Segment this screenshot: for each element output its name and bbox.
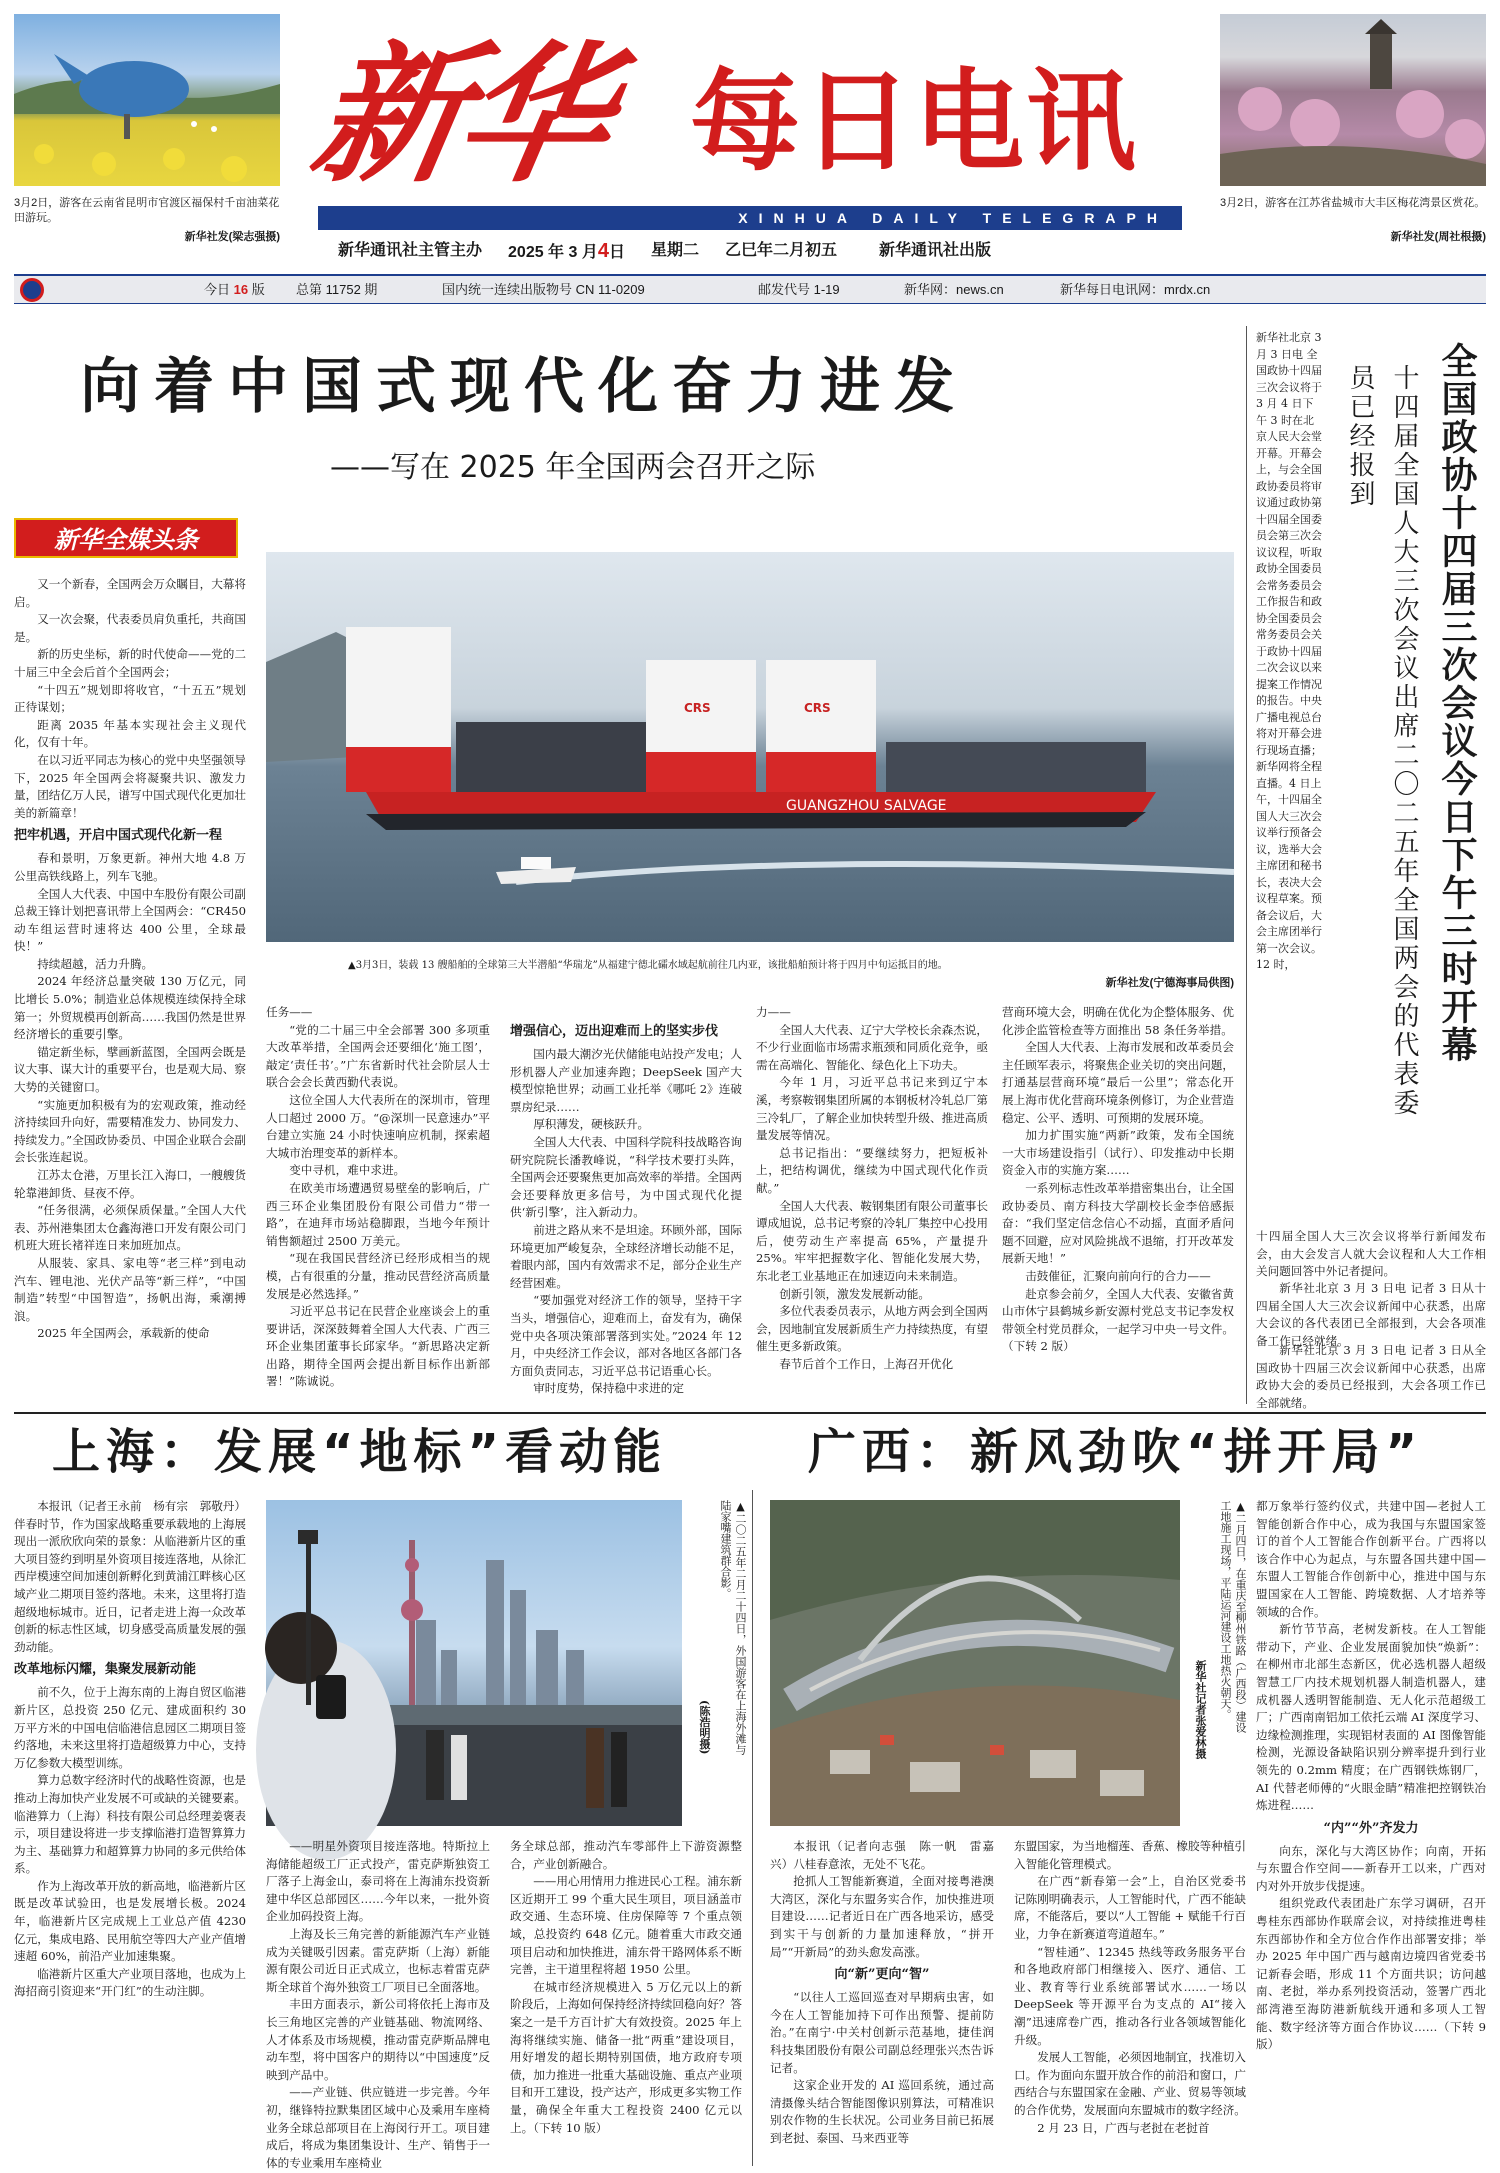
lead-subheading-2: 增强信心，迈出迎难而上的坚实步伐 xyxy=(510,1024,719,1039)
divider-lead-side xyxy=(1246,326,1247,1404)
shanghai-col1: 本报讯（记者王永前 杨有宗 郭敬丹）伴春时节，作为国家战略重要承载地的上海展现出一派欣欣向荣的景象：从临港新片区的重大项目签约到明星外资项目接连落地，从徐汇西岸模速空间加速创新孵化到黄浦江畔核心区域产业二期项目签约落地。未来，这里将打造超级地标城市。近日，记者走进上海一众改革创新的标志性区域，切身感受高质量发展的强劲动能。 改革地标闪耀，集聚发展新动能 前不久，位于上海东南的上海自贸区临港新片区，总投资 250 亿元、建成面积约 30 万平方米的中国电信临港信息园区二期项目签约落地，未来这里将打造超级算力中心，支持万亿参数大模型训练。 算力总数字经济时代的战略性资源，也是推动上海加快产业发展不可或缺的关键要素。临港算力（上海）科技有限公司总经理姜褒表示，项目建设将进一步支撑临港打造智算算力为主、基础算力和超算算力协同的多元供给体系。 作为上海改革开放的新高地，临港新片区既是改革试验田，也是发展增长极。2024 年，临港新片区完成规上工业总产值 4230 亿元，集成电路、民用航空等四大产业产值增速超 60%，前沿产业加速集聚。 临港新片区重大产业项目落地，也成为上海招商引资迎来“开门红”的生动注脚。 xyxy=(14,1499,246,1999)
lead-col2: 任务—— “党的二十届三中全会部署 300 多项重大改革举措，全国两会还要细化‘施工图’，敲定‘责任书’。”广东省新时代社会阶层人士联合会会长黄西勤代表说。 这位全国人大代表所在的深圳市，管理人口超过 2000 万。“@深圳一民意速办”平台建立实施 24 小时快速响应机制，探索超大城市治理变革的新样本。 变中寻机，难中求进。 在欧美市场遭遇贸易壁垒的影响后，广西三环企业集团股份有限公司借力“带一路”，在迪拜市场站稳脚跟，当地今年预计销售额超过 2500 万美元。 “现在我国民营经济已经形成相当的规模，占有很重的分量，推动民营经济高质量发展是必然选择。” 习近平总书记在民营企业座谈会上的重要讲话，深深鼓舞着全国人大代表、广西三环企业集团董事长邱家华。“新思路决定新出路，期待全国两会提出新目标作出新部署！”陈诚说。 xyxy=(266,1005,490,1389)
shanghai-photo-caption: ▲二〇二五年二月二十四日，外国游客在上海外滩与陆家嘴建筑群合影。 xyxy=(719,1500,747,1755)
lead-headline: 向着中国式现代化奋力进发 xyxy=(80,352,968,422)
xinhua-emblem-icon xyxy=(20,278,44,302)
masthead-right-photo xyxy=(1220,14,1486,186)
xinhua-logo: 新华 xyxy=(300,27,620,203)
lead-col3: 增强信心，迈出迎难而上的坚实步伐 国内最大潮汐光伏储能电站投产发电；人形机器人产业加速奔跑；DeepSeek 国产大模型惊艳世界；动画工业托举《哪吒 2》连破票房纪录…… 厚积薄发，硬核跃升。 全国人大代表、中国科学院科技战略咨询研究院院长潘教峰说，“科学技术要打头阵，全国两会还要聚焦更加高效率的举措。全国两会还要释放更多信号，为中国式现代化提供‘新引擎’，注入新动力。 前进之路从来不是坦途。环顾外部，国际环境更加严峻复杂，全球经济增长动能不足，着眼内部，国内有效需求不足，部分企业生产经营困难。 “要加强党对经济工作的领导，坚持干字当头，增强信心，迎难而上，奋发有为，确保党中央各项决策部署落到实处。”2024 年 12 月，中央经济工作会议，部对各地区各部门各方面负责同志，习近平总书记语重心长。 审时度势，保持稳中求进的定 xyxy=(510,1024,742,1396)
guangxi-photo xyxy=(770,1500,1180,1826)
crs-logo-2: CRS xyxy=(804,701,831,715)
publisher: 新华通讯社出版 xyxy=(879,242,992,259)
shanghai-col2: ——明星外资项目接连落地。特斯拉上海储能超级工厂正式投产，雷克萨斯独资工厂落子上海金山，泰司将在上海浦东投资新建中华区总部园区……今年以来，一批外资企业加码投资上海。 上海及长三角完善的新能源汽车产业链成为关键吸引因素。雷克萨斯（上海）新能源有限公司近日正式成立，也标志着雷克萨斯全球首个海外独资工厂项目已全面落地。 丰田方面表示，新公司将依托上海市及长三角地区完善的产业链基础、物流网络、人才体系及市场规模，推动雷克萨斯品牌电动车型，将中国客户的期待以“中国速度”反映到产品中。 ——产业链、供应链进一步完善。今年初，继锋特拉默集团区域中心及乘用车座椅业务全球总部项目在上海闵行开工。项目建成后，将成为集团集设计、生产、销售于一体的专业乘用车座椅业 xyxy=(266,1839,490,2170)
side-npc-report: 新华社北京 3 月 3 日电 记者 3 日从十四届全国人大三次会议新闻中心获悉，出席大会议的各代表团已全部报到，大会各项准备工作已经就绪。 xyxy=(1256,1281,1486,1348)
shanghai-headline: 上海：发展“地标”看动能 xyxy=(52,1424,668,1480)
guangxi-headline: 广西：新风劲吹“拼开局” xyxy=(808,1424,1424,1480)
shanghai-photo-credit: (陈浩明摄) xyxy=(698,1700,711,1755)
ship-hull-text: GUANGZHOU SALVAGE xyxy=(786,798,947,814)
website-mrdx: 新华每日电讯网：mrdx.cn xyxy=(1060,282,1211,297)
postal-code: 邮发代号 1-19 xyxy=(758,282,840,297)
lead-subhead: ——写在 2025 年全国两会召开之际 xyxy=(330,450,816,485)
lead-col1: 又一个新春，全国两会万众瞩目，大幕将启。 又一次会聚，代表委员肩负重托，共商国是。 新的历史坐标，新的时代使命——党的二十届三中全会后首个全国两会； “十四五”规划即将收官，“十五五”规划正待谋划； 距离 2035 年基本实现社会主义现代化，仅有十年。 在以习近平同志为核心的党中央坚强领导下，2025 年全国两会将凝聚共识、激发力量，团结亿万人民，谱写中国式现代化更加壮美的新篇章！ 把牢机遇，开启中国式现代化新一程 春和景明，万象更新。神州大地 4.8 万公里高铁线路上，列车飞驰。 全国人大代表、中国中车股份有限公司副总裁王锋计划把喜讯带上全国两会：“CR450 动车组运营时速将达 400 公里，全球最快！” 持续超越，活力升腾。 2024 年经济总量突破 130 万亿元，同比增长 5.0%；制造业总体规模连续保持全球第一；外贸规模再创新高……我国仍然是世界经济增长的重要引擎。 锚定新坐标，擘画新蓝图，全国两会既是议大事、谋大计的重要平台，也是观大局、察大势的关键窗口。 “实施更加积极有为的宏观政策，推动经济持续回升向好，需要精准发力、协同发力、持续发力。”全国政协委员、中国企业联合会副会长张连起说。 江苏太仓港，万里长江入海口，一艘艘货轮靠港卸货、昼夜不停。 “任务很满，必须保质保量。”全国人大代表、苏州港集团太仓鑫海港口开发有限公司门机班大班长褚祥连日来加班加点。 从服装、家具、家电等“老三样”到电动汽车、锂电池、光伏产品等“新三样”，“中国制造”转型“中国智造”，扬帆出海，乘潮搏浪。 2025 年全国两会，承载新的使命 xyxy=(14,577,247,1341)
info-bar xyxy=(14,274,1486,304)
guangxi-col3: 都万象举行签约仪式，共建中国—老挝人工智能创新合作中心，成为我国与东盟国家签订的首个人工智能合作创新平台。广西将以该合作中心为起点，与东盟各国共建中国—东盟人工智能合作创新中心，推进中国与东盟国家在人工智能、跨境数据、人才培养等领域的合作。 新竹节节高，老树发新枝。在人工智能带动下，产业、企业发展面貌加快“焕新”：在柳州市北部生态新区，优必选机器人超级智慧工厂内技术规划机器人制造机器人，建成机器人透明智能制造、无人化示范超级工厂；广西南南铝加工依托云端 AI 深度学习、边缘检测推理，实现铝材表面的 AI 图像智能检测，光源设备缺陷识别分辨率提升到行业领先的 0.2mm 精度；在广西钢铁炼钢厂，AI 代替老师傅的“火眼金睛”精准把控钢铁冶炼进程…… “内”“外”齐发力 向东，深化与大湾区协作；向南，开拓与东盟合作空间——新春开工以来，广西对内对外开放步伐提速。 组织党政代表团赴广东学习调研，召开粤桂东西部协作联席会议，对持续推进粤桂东西部协作和全方位合作作出部署安排；举办 2025 年中国广西与越南边境四省党委书记新春会晤，形成 11 个方面共识；访问越南、老挝，举办系列投资活动，签署广西北部湾港至海防港新航线开通和多项人工智能、数字经济等方面合作协议……（下转 9 版） xyxy=(1256,1499,1486,2052)
side-subhead: 十四届全国人大三次会议出席二〇二五年全国两会的代表委员已经报到 xyxy=(1345,364,1419,1118)
masthead-left-caption: 3月2日，游客在云南省昆明市官渡区福保村千亩油菜花田游玩。 xyxy=(14,197,280,224)
lead-col4: 力—— 全国人大代表、辽宁大学校长余森杰说，不少行业面临市场需求瓶颈和同质化竞争，亟需在高端化、智能化、绿色化上下功夫。 今年 1 月，习近平总书记来到辽宁本溪，考察鞍钢集团所属的本钢板材冷轧总厂第三冷轧厂，了解企业加快转型升级、推进高质量发展等情况。 总书记指出：“要继续努力，把短板补上，把结构调优，继续为中国式现代化作贡献。” 全国人大代表、鞍钢集团有限公司董事长谭成旭说，总书记考察的冷轧厂集控中心投用后，使劳动生产率提高 65%，产量提升 25%。牢牢把握数字化、智能化发展大势，东北老工业基地正在加速迈向未来制造。 创新引领，激发发展新动能。 多位代表委员表示，从地方两会到全国两会，因地制宜发展新质生产力持续热度，有望催生更多新政策。 春节后首个工作日，上海召开优化 xyxy=(756,1005,988,1371)
lead-subheading-1: 把牢机遇，开启中国式现代化新一程 xyxy=(14,828,223,844)
dateline xyxy=(338,238,1178,264)
guangxi-photo-credit: 新华社记者张爱林摄 xyxy=(1194,1660,1207,1759)
guangxi-col1: 本报讯（记者向志强 陈一帆 雷嘉兴）八桂春意浓，无处不飞花。 抢抓人工智能新赛道，全面对接粤港澳大湾区，深化与东盟务实合作，加快推进项目建设……记者近日在广西各地采访，感受到实干与创新的力量加速释放，“拼开局”“开新局”的劲头愈发高涨。 向“新”更向“智” “以往人工巡回巡查对早期病虫害，如今在人工智能加持下可作出预警、提前防治。”在南宁·中关村创新示范基地，捷佳润科技集团股份有限公司副总经理张兴杰告诉记者。 这家企业开发的 AI 巡回系统，通过高清摄像头结合智能图像识别算法，可精准识别农作物的生长状况。公司业务目前已拓展到老挝、泰国、马来西亚等 xyxy=(770,1839,994,2145)
masthead xyxy=(0,0,1500,272)
guangxi-photo-caption: ▲二月四日，在重庆至柳州铁路（广西段）建设工地施工现场，平陆运河建设工地热火朝天。 xyxy=(1219,1500,1247,1733)
guangxi-col2: 东盟国家，为当地榴莲、香蕉、橡胶等种植引入智能化管理模式。 在广西“新春第一会”上，自治区党委书记陈刚明确表示，人工智能时代，广西不能缺席，不能落后，要以“人工智能 + 赋能千行百业，力争在新赛道弯道超车。” “智桂通”、12345 热线等政务服务平台和各地政府部门相继接入、医疗、通信、工业、教育等行业系统部署试水……一场以 DeepSeek 等开源平台为支点的 AI“接入潮”迅速席卷广西，推动各行业各领域智能化升级。 发展人工智能，必须因地制宜，找准切入口。作为面向东盟开放合作的前沿和窗口，广西结合与东盟国家在金融、产业、贸易等领域的合作优势，发展面向东盟城市的数字经济。 2 月 23 日，广西与老挝在老挝首 xyxy=(1014,1839,1246,2135)
guangxi-subheading-2: “内”“外”齐发力 xyxy=(1323,1820,1419,1836)
cn-number: 国内统一连续出版物号 CN 11-0209 xyxy=(442,282,645,297)
masthead-right-credit: 新华社发(周社根摄) xyxy=(1390,231,1486,243)
masthead-left-photo xyxy=(14,14,280,186)
lead-badge: 新华全媒头条 xyxy=(14,518,238,558)
crs-logo-1: CRS xyxy=(684,701,711,715)
lead-photo-ship xyxy=(266,552,1234,942)
side-headline: 全国政协十四届三次会议今日下午三时开幕 xyxy=(1436,342,1477,1064)
side-dispatch-cont: 十四届全国人大三次会议将举行新闻发布会，由大会发言人就大会议程和人大工作相关问题回答中外记者提问。 xyxy=(1256,1229,1486,1279)
sponsor: 新华通讯社主管主办 xyxy=(338,242,483,259)
side-dispatch: 新华社北京 3 月 3 日电 全国政协十四届三次会议将于 3 月 4 日下午 3 时在北京人民大会堂开幕。开幕会上，与会全国政协委员将审议通过政协第十四届全国委员会第三次会议议程，听取政协全国委员会常务委员会工作报告和政协全国委员会常务委员会关于政协十四届二次会议以来提案工作情况的报告。中央广播电视总台将对开幕会进行现场直播；新华网将全程直播。4 日上午，十四届全国人大三次会议举行预备会议，选举大会主席团和秘书长，表决大会议程草案。预备会议后，大会主席团举行第一次会议。12 时， xyxy=(1256,331,1322,971)
lunar-date: 乙巳年二月初五 xyxy=(725,242,838,259)
lead-photo-caption: ▲3月3日，装载 13 艘船舶的全球第三大半潜船“华瑞龙”从福建宁德北礵水域起航前往几内亚，该批船舶预计将于四月中旬运抵目的地。 xyxy=(348,960,948,971)
today-pages: 今日 16 版 xyxy=(204,282,265,297)
masthead-en-title: XINHUA DAILY TELEGRAPH xyxy=(738,210,1168,226)
weekday: 星期二 xyxy=(651,242,700,259)
lead-photo-credit: 新华社发(宁德海事局供图) xyxy=(1105,977,1234,989)
masthead-right-caption: 3月2日，游客在江苏省盐城市大丰区梅花湾景区赏花。 xyxy=(1220,197,1486,209)
shanghai-subheading: 改革地标闪耀，集聚发展新动能 xyxy=(14,1662,197,1678)
shanghai-photo xyxy=(266,1500,682,1826)
divider-top xyxy=(14,1412,1486,1414)
guangxi-subheading-1: 向“新”更向“智” xyxy=(834,1967,930,1983)
website-newscn: 新华网：news.cn xyxy=(904,282,1004,297)
shanghai-col3: 务全球总部，推动汽车零部件上下游资源整合，产业创新融合。 ——用心用情用力推进民心工程。浦东新区近期开工 99 个重大民生项目，项目涵盖市政交通、生态环境、住房保障等 7 个重点领域，总投资约 648 亿元。随着重大市政交通项目启动和加快推进，浦东骨干路网体系不断完善，主干道里程将超 1950 公里。 在城市经济规模进入 5 万亿元以上的新阶段后，上海如何保持经济持续回稳向好？答案之一是千方百计扩大有效投资。2025 年上海将继续实施、储备一批“两重”建设项目，用好增发的超长期特别国债，地方政府专项债，加力推进一批重大基础设施、重点产业项目和开工建设，投产达产，形成更多实物工作量，确保全年重大工程投资 2400 亿元以上。（下转 10 版） xyxy=(510,1839,742,2135)
masthead-title: 每日电讯 xyxy=(690,58,1138,186)
issue-number: 总第 11752 期 xyxy=(296,282,378,297)
divider-bottom-sections xyxy=(752,1490,753,2166)
side-cppcc-report: 新华社北京 3 月 3 日电 记者 3 日从全国政协十四届三次会议新闻中心获悉，出席政协大会的委员已经报到，大会各项工作已全部就绪。 xyxy=(1256,1343,1486,1410)
pub-date: 2025 年 3 月4日 xyxy=(508,240,625,262)
masthead-left-credit: 新华社发(梁志强摄) xyxy=(184,231,280,243)
lead-col5: 营商环境大会，明确在优化为企整体服务、优化涉企监管检查等方面推出 58 条任务举措。 全国人大代表、上海市发展和改革委员会主任顾军表示，将聚焦企业关切的突出问题，打通基层营商环境“最后一公里”；常态化开展上海市优化营商环境条例修订，为企业营造稳定、公平、透明、可预期的发展环境。 加力扩围实施“两新”政策，发布全国统一大市场建设指引（试行）、印发推动中长期资金入市的实施方案…… 一系列标志性改革举措密集出台，让全国政协委员、南方科技大学副校长金李倍感振奋：“我们坚定信念信心不动摇，直面矛盾问题不回避，应对风险挑战不退缩，打开改革发展新天地！” 击鼓催征，汇聚向前向行的合力—— 赴京参会前夕，全国人大代表、安徽省黄山市休宁县鹤城乡新安源村党总支书记李发权带领全村党员群众，一起学习中央一号文件。（下转 2 版） xyxy=(1002,1005,1234,1354)
